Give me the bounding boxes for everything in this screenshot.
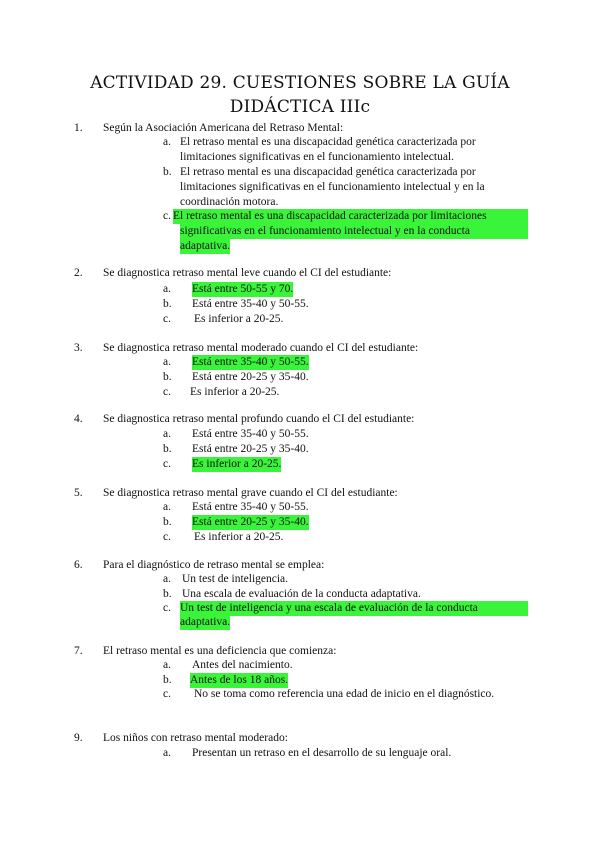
question-number: 3. bbox=[74, 342, 83, 354]
option-text-line: El retraso mental es una discapacidad caracterizada por limitaciones bbox=[173, 209, 528, 224]
option-text: Está entre 35-40 y 50-55. bbox=[192, 501, 309, 513]
option-letter: a. bbox=[163, 501, 171, 513]
question-stem: Se diagnostica retraso mental leve cuando el CI del estudiante: bbox=[103, 267, 392, 279]
option-letter: b. bbox=[163, 588, 172, 600]
option-letter: a. bbox=[163, 136, 171, 148]
option-text: Está entre 20-25 y 35-40. bbox=[192, 516, 309, 528]
option-text: Está entre 35-40 y 50-55. bbox=[192, 298, 309, 310]
question-number: 7. bbox=[74, 645, 83, 657]
option-letter: b. bbox=[163, 298, 172, 310]
option-letter: c. bbox=[163, 602, 171, 614]
question-number: 5. bbox=[74, 487, 83, 499]
question-stem: Los niños con retraso mental moderado: bbox=[103, 732, 288, 744]
option-letter: c. bbox=[163, 386, 171, 398]
option-letter: a. bbox=[163, 283, 171, 295]
option-text: Es inferior a 20-25. bbox=[190, 386, 280, 398]
option-text-line: adaptativa. bbox=[180, 240, 231, 252]
page-title-line-2: DIDÁCTICA IIIc bbox=[229, 97, 371, 117]
option-text: Es inferior a 20-25. bbox=[192, 458, 282, 470]
question-stem: Para el diagnóstico de retraso mental se emplea: bbox=[103, 559, 325, 571]
option-letter: b. bbox=[163, 371, 172, 383]
option-letter: c. bbox=[163, 531, 171, 543]
option-letter: a. bbox=[163, 747, 171, 759]
option-text: No se toma como referencia una edad de inicio en el diagnóstico. bbox=[194, 688, 495, 700]
question-number: 6. bbox=[74, 559, 83, 571]
option-text-line: El retraso mental es una discapacidad genética caracterizada por bbox=[180, 166, 476, 178]
question-number: 9. bbox=[74, 732, 83, 744]
option-letter: a. bbox=[163, 356, 171, 368]
question-stem: Según la Asociación Americana del Retraso Mental: bbox=[103, 122, 344, 134]
option-text-line: adaptativa. bbox=[180, 616, 231, 628]
option-text: Está entre 35-40 y 50-55. bbox=[192, 428, 309, 440]
option-text-line: significativas en el funcionamiento intelectual y en la conducta bbox=[180, 224, 528, 239]
option-letter: b. bbox=[163, 516, 172, 528]
option-letter: b. bbox=[163, 166, 172, 178]
option-text: Antes del nacimiento. bbox=[192, 659, 293, 671]
page-title-line-1: ACTIVIDAD 29. CUESTIONES SOBRE LA GUÍA bbox=[90, 73, 510, 93]
question-stem: Se diagnostica retraso mental profundo cuando el CI del estudiante: bbox=[103, 413, 415, 425]
question-stem: Se diagnostica retraso mental grave cuando el CI del estudiante: bbox=[103, 487, 398, 499]
option-text: Presentan un retraso en el desarrollo de su lenguaje oral. bbox=[192, 747, 452, 759]
question-number: 2. bbox=[74, 267, 83, 279]
option-text-line: Un test de inteligencia y una escala de evaluación de la conducta bbox=[180, 601, 528, 616]
option-text: Está entre 35-40 y 50-55. bbox=[192, 356, 309, 368]
option-letter: c. bbox=[163, 688, 171, 700]
option-text: Está entre 50-55 y 70. bbox=[192, 283, 294, 295]
option-letter: b. bbox=[163, 443, 172, 455]
option-letter: c. bbox=[163, 210, 171, 222]
option-text-line: El retraso mental es una discapacidad genética caracterizada por bbox=[180, 136, 476, 148]
option-text: Antes de los 18 años. bbox=[190, 674, 289, 686]
option-text-line: coordinación motora. bbox=[180, 196, 279, 208]
option-text: Está entre 20-25 y 35-40. bbox=[192, 443, 309, 455]
question-number: 4. bbox=[74, 413, 83, 425]
option-text-line: limitaciones significativas en el funcionamiento intelectual. bbox=[180, 151, 454, 163]
option-text: Es inferior a 20-25. bbox=[194, 531, 284, 543]
question-stem: Se diagnostica retraso mental moderado cuando el CI del estudiante: bbox=[103, 342, 419, 354]
option-text: Es inferior a 20-25. bbox=[194, 313, 284, 325]
option-text-line: limitaciones significativas en el funcionamiento intelectual y en la bbox=[180, 181, 485, 193]
option-letter: a. bbox=[163, 573, 171, 585]
option-letter: c. bbox=[163, 458, 171, 470]
question-stem: El retraso mental es una deficiencia que comienza: bbox=[103, 645, 337, 657]
option-letter: c. bbox=[163, 313, 171, 325]
option-letter: b. bbox=[163, 674, 172, 686]
option-text: Una escala de evaluación de la conducta adaptativa. bbox=[182, 588, 421, 600]
option-text: Un test de inteligencia. bbox=[182, 573, 289, 585]
option-text: Está entre 20-25 y 35-40. bbox=[192, 371, 309, 383]
option-letter: a. bbox=[163, 659, 171, 671]
option-letter: a. bbox=[163, 428, 171, 440]
question-number: 1. bbox=[74, 122, 83, 134]
